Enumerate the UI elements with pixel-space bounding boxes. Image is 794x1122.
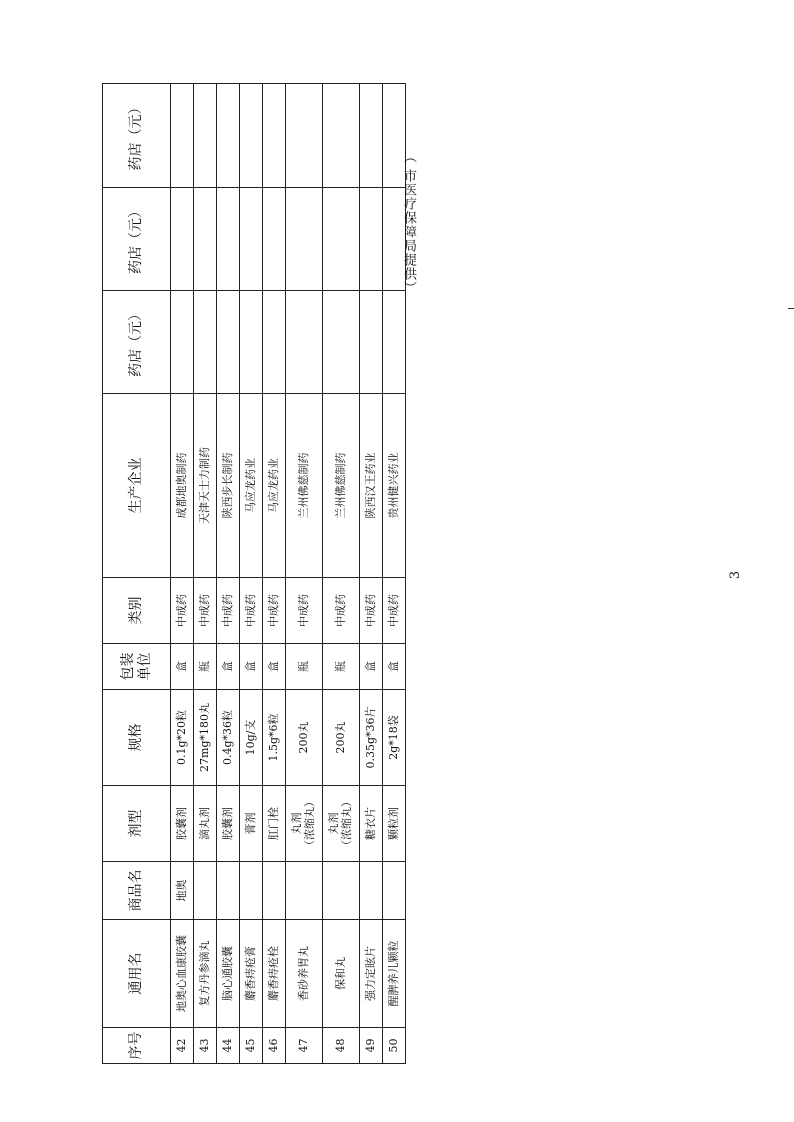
cell-generic-name: 醒脾养儿颗粒 (383, 920, 406, 1028)
cell-specification: 0.35g*36片 (360, 690, 383, 786)
cell-package-unit: 瓶 (194, 644, 217, 690)
margin-tick-mark (788, 308, 794, 309)
table-row (171, 84, 194, 1064)
cell-package-unit: 瓶 (323, 644, 360, 690)
cell-package-unit: 盒 (263, 644, 286, 690)
cell-specification: 2g*18袋 (383, 690, 406, 786)
table-row (263, 84, 286, 1064)
table-row (217, 84, 240, 1064)
cell-price-1 (286, 291, 323, 394)
cell-seq: 50 (383, 1028, 406, 1064)
cell-brand-name (286, 862, 323, 920)
cell-brand-name (217, 862, 240, 920)
cell-price-1 (240, 291, 263, 394)
cell-generic-name: 麝香痔疮膏 (240, 920, 263, 1028)
cell-brand-name (360, 862, 383, 920)
cell-manufacturer: 陕西汉王药业 (360, 394, 383, 578)
cell-generic-name: 地奥心血康胶囊 (171, 920, 194, 1028)
cell-generic-name: 脑心通胶囊 (217, 920, 240, 1028)
cell-brand-name (323, 862, 360, 920)
cell-dosage-form: 滴丸剂 (194, 786, 217, 862)
cell-specification: 10g/支 (240, 690, 263, 786)
header-brand-name: 商品名 (103, 862, 171, 920)
cell-specification: 0.4g*36粒 (217, 690, 240, 786)
header-price-2: 药店（元） (103, 188, 171, 291)
header-seq: 序号 (103, 1028, 171, 1064)
cell-category: 中成药 (383, 578, 406, 644)
cell-package-unit: 盒 (383, 644, 406, 690)
cell-price-2 (286, 188, 323, 291)
cell-dosage-form: 胶囊剂 (217, 786, 240, 862)
cell-dosage-form: 胶囊剂 (171, 786, 194, 862)
header-generic-name: 通用名 (103, 920, 171, 1028)
table-row (286, 84, 323, 1064)
cell-price-1 (194, 291, 217, 394)
cell-price-3 (323, 84, 360, 188)
cell-specification: 200丸 (323, 690, 360, 786)
cell-brand-name (194, 862, 217, 920)
cell-generic-name: 复方丹参滴丸 (194, 920, 217, 1028)
dosage-form-line-1: 丸剂 (327, 812, 341, 835)
cell-generic-name: 麝香痔疮栓 (263, 920, 286, 1028)
cell-brand-name (383, 862, 406, 920)
cell-seq: 45 (240, 1028, 263, 1064)
cell-price-3 (217, 84, 240, 188)
table-row (360, 84, 383, 1064)
cell-dosage-form: 颗粒剂 (383, 786, 406, 862)
cell-package-unit: 盒 (240, 644, 263, 690)
cell-price-1 (217, 291, 240, 394)
cell-price-1 (171, 291, 194, 394)
cell-dosage-form: 膏剂 (240, 786, 263, 862)
header-price-1: 药店（元） (103, 291, 171, 394)
cell-seq: 49 (360, 1028, 383, 1064)
cell-price-2 (263, 188, 286, 291)
cell-price-1 (263, 291, 286, 394)
cell-package-unit: 瓶 (286, 644, 323, 690)
cell-generic-name: 保和丸 (323, 920, 360, 1028)
price-table-rotated (102, 84, 400, 1064)
cell-price-2 (194, 188, 217, 291)
table-row (323, 84, 360, 1064)
cell-manufacturer: 兰州佛慈制药 (323, 394, 360, 578)
cell-dosage-form (286, 786, 323, 862)
cell-brand-name: 地奥 (171, 862, 194, 920)
cell-generic-name: 强力定眩片 (360, 920, 383, 1028)
cell-manufacturer: 马应龙药业 (263, 394, 286, 578)
dosage-form-line-2: （浓缩丸） (340, 796, 353, 851)
cell-manufacturer: 天津天士力制药 (194, 394, 217, 578)
cell-price-3 (240, 84, 263, 188)
cell-price-3 (360, 84, 383, 188)
cell-price-2 (217, 188, 240, 291)
cell-price-3 (194, 84, 217, 188)
header-dosage-form: 剂型 (103, 786, 171, 862)
page-number: 3 (728, 570, 743, 580)
cell-price-2 (360, 188, 383, 291)
dosage-form-line-1: 丸剂 (290, 812, 304, 835)
cell-manufacturer: 成都地奥制药 (171, 394, 194, 578)
cell-category: 中成药 (263, 578, 286, 644)
cell-specification: 0.1g*20粒 (171, 690, 194, 786)
dosage-form-line-2: （浓缩丸） (303, 796, 316, 851)
cell-category: 中成药 (323, 578, 360, 644)
table-row (194, 84, 217, 1064)
cell-manufacturer: 兰州佛慈制药 (286, 394, 323, 578)
cell-category: 中成药 (194, 578, 217, 644)
cell-brand-name (240, 862, 263, 920)
header-category: 类别 (103, 578, 171, 644)
cell-brand-name (263, 862, 286, 920)
cell-dosage-form: 肛门栓 (263, 786, 286, 862)
table-header-row (103, 84, 171, 1064)
cell-package-unit: 盒 (217, 644, 240, 690)
cell-seq: 43 (194, 1028, 217, 1064)
cell-category: 中成药 (171, 578, 194, 644)
cell-price-1 (360, 291, 383, 394)
cell-seq: 44 (217, 1028, 240, 1064)
cell-price-2 (240, 188, 263, 291)
cell-price-3 (286, 84, 323, 188)
cell-seq: 46 (263, 1028, 286, 1064)
cell-dosage-form: 糖衣片 (360, 786, 383, 862)
cell-manufacturer: 陕西步长制药 (217, 394, 240, 578)
cell-price-2 (323, 188, 360, 291)
cell-price-2 (171, 188, 194, 291)
source-footnote: （ 市医疗保障局提供） (401, 150, 416, 296)
cell-price-3 (171, 84, 194, 188)
cell-seq: 42 (171, 1028, 194, 1064)
table-row (240, 84, 263, 1064)
cell-category: 中成药 (217, 578, 240, 644)
header-specification: 规格 (103, 690, 171, 786)
cell-specification: 1.5g*6粒 (263, 690, 286, 786)
cell-category: 中成药 (240, 578, 263, 644)
cell-generic-name: 香砂养胃丸 (286, 920, 323, 1028)
cell-price-3 (263, 84, 286, 188)
cell-seq: 48 (323, 1028, 360, 1064)
cell-category: 中成药 (286, 578, 323, 644)
header-package-unit: 包装单位 (103, 644, 171, 690)
header-manufacturer: 生产企业 (103, 394, 171, 578)
cell-seq: 47 (286, 1028, 323, 1064)
cell-price-1 (323, 291, 360, 394)
cell-manufacturer: 贵州健兴药业 (383, 394, 406, 578)
cell-dosage-form (323, 786, 360, 862)
drug-price-table (102, 83, 406, 1064)
cell-manufacturer: 马应龙药业 (240, 394, 263, 578)
cell-specification: 27mg*180丸 (194, 690, 217, 786)
cell-category: 中成药 (360, 578, 383, 644)
cell-package-unit: 盒 (360, 644, 383, 690)
cell-package-unit: 盒 (171, 644, 194, 690)
cell-specification: 200丸 (286, 690, 323, 786)
header-price-3: 药店（元） (103, 84, 171, 188)
